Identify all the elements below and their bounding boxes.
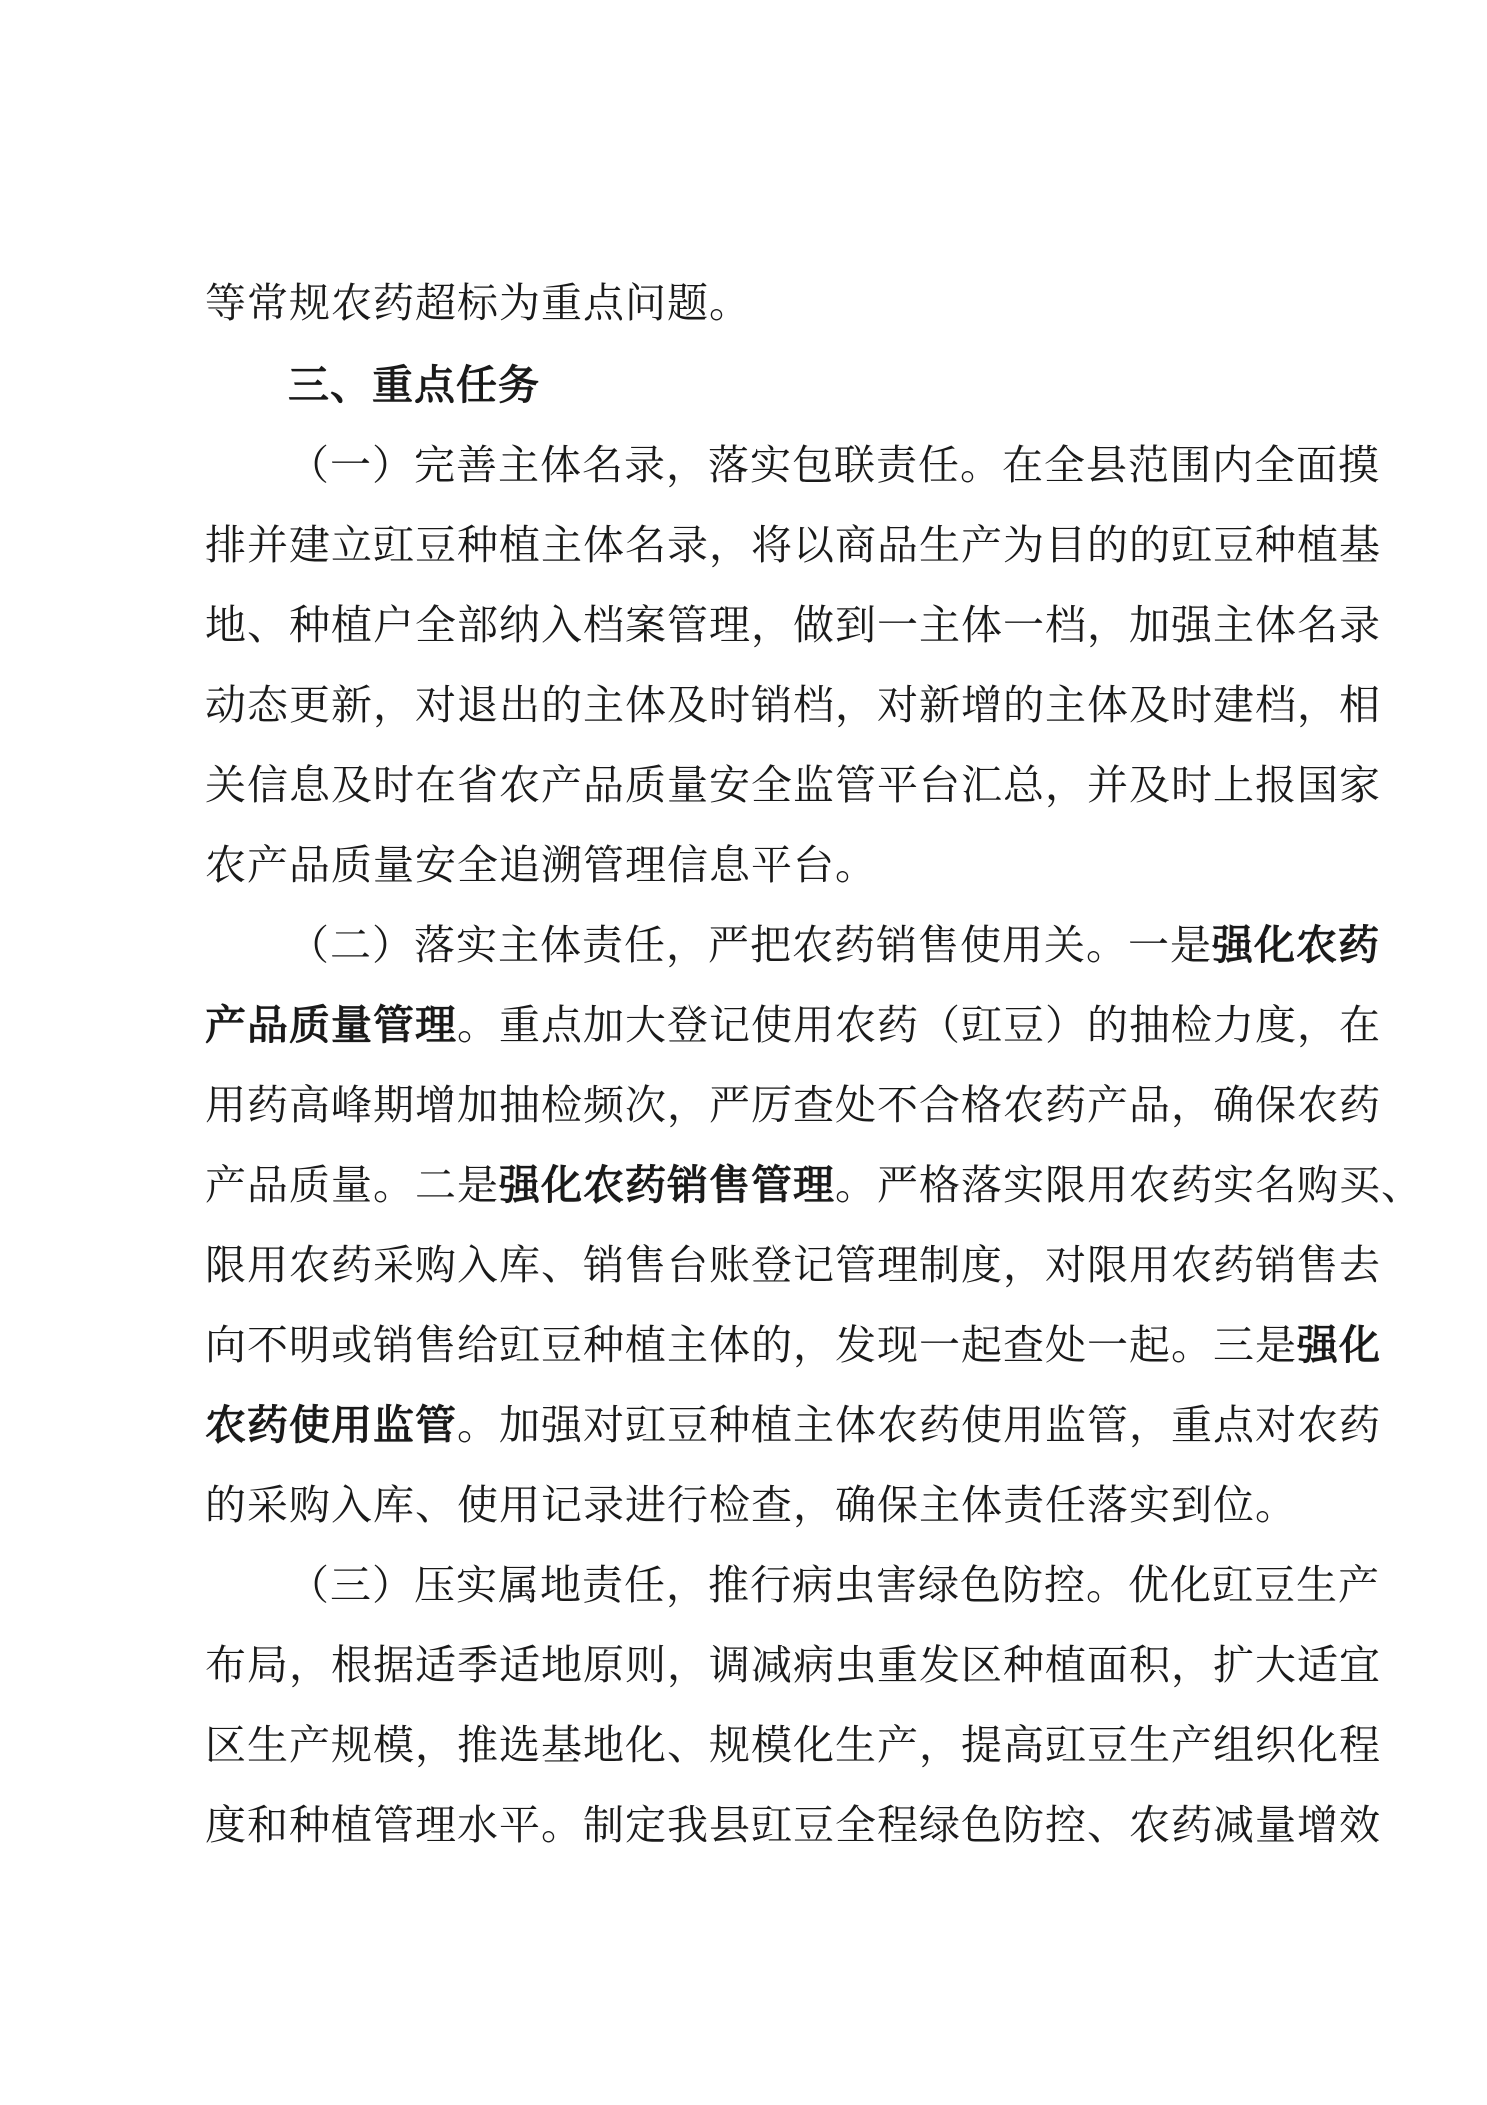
- bold-text: 强化: [1297, 1321, 1381, 1369]
- line-text: 。加强对豇豆种植主体农药使用监管，重点对农药: [457, 1401, 1381, 1449]
- bold-text: 农药使用监管: [205, 1401, 457, 1449]
- line-text: 。重点加大登记使用农药（豇豆）的抽检力度，在: [457, 1001, 1381, 1049]
- paragraph-line: 用药高峰期增加抽检频次，严厉查处不合格农药产品，确保农药: [205, 1081, 1381, 1129]
- paragraph-line: 限用农药采购入库、销售台账登记管理制度，对限用农药销售去: [205, 1241, 1381, 1289]
- line-text: 。严格落实限用农药实名购买、: [835, 1161, 1423, 1209]
- paragraph-line: （三）压实属地责任，推行病虫害绿色防控。优化豇豆生产: [288, 1561, 1380, 1609]
- paragraph-line: 农产品质量安全追溯管理信息平台。: [205, 841, 877, 889]
- paragraph-line: [205, 985, 1381, 1065]
- bold-text: 产品质量管理: [205, 1001, 457, 1049]
- paragraph-line: [205, 1385, 1381, 1465]
- line-text: （二）落实主体责任，严把农药销售使用关。一是: [288, 921, 1212, 969]
- paragraph-line: 动态更新，对退出的主体及时销档，对新增的主体及时建档，相: [205, 681, 1381, 729]
- paragraph-line: 关信息及时在省农产品质量安全监管平台汇总，并及时上报国家: [205, 761, 1381, 809]
- paragraph-line: 布局，根据适季适地原则，调减病虫重发区种植面积，扩大适宜: [205, 1641, 1381, 1689]
- paragraph-line: [205, 905, 1380, 985]
- paragraph-line: 度和种植管理水平。制定我县豇豆全程绿色防控、农药减量增效: [205, 1801, 1381, 1849]
- paragraph-line: 地、种植户全部纳入档案管理，做到一主体一档，加强主体名录: [205, 601, 1381, 649]
- paragraph-line: [205, 1305, 1381, 1385]
- paragraph-line: 区生产规模，推选基地化、规模化生产，提高豇豆生产组织化程: [205, 1721, 1381, 1769]
- line-text: 产品质量。二是: [205, 1161, 499, 1209]
- bold-text: 强化农药销售管理: [499, 1161, 835, 1209]
- section-heading: 三、重点任务: [288, 361, 540, 409]
- paragraph-line: （一）完善主体名录，落实包联责任。在全县范围内全面摸: [288, 441, 1380, 489]
- paragraph-line: 的采购入库、使用记录进行检查，确保主体责任落实到位。: [205, 1481, 1297, 1529]
- paragraph-line: 等常规农药超标为重点问题。: [205, 279, 751, 327]
- line-text: 向不明或销售给豇豆种植主体的，发现一起查处一起。三是: [205, 1321, 1297, 1369]
- paragraph-line: 排并建立豇豆种植主体名录，将以商品生产为目的的豇豆种植基: [205, 521, 1381, 569]
- paragraph-line: [205, 1145, 1423, 1225]
- bold-text: 强化农药: [1212, 921, 1380, 969]
